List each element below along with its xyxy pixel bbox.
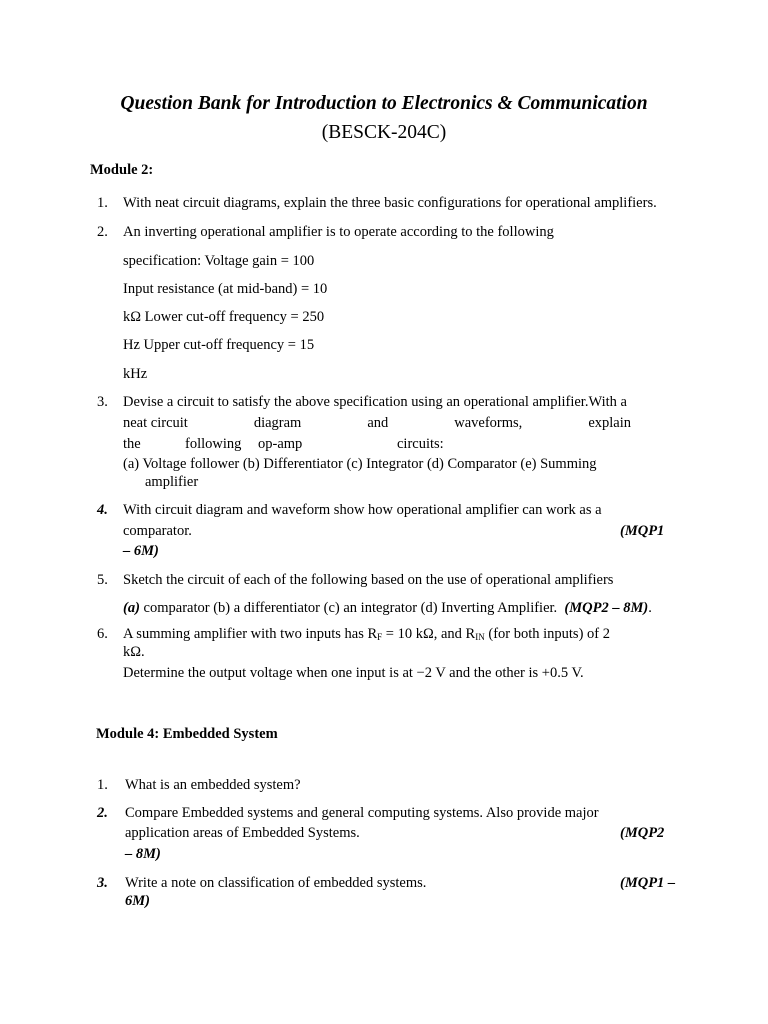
- word: explain: [588, 415, 631, 431]
- question-number: 2.: [97, 224, 108, 240]
- word: the: [123, 436, 141, 452]
- question-text-line: amplifier: [145, 474, 199, 490]
- word: and: [367, 415, 389, 431]
- word: neat circuit: [123, 415, 188, 431]
- question-text: What is an embedded system?: [125, 777, 301, 793]
- text-run: comparator (b) a differentiator (c) an integrator (d) Inverting Amplifier.: [139, 600, 558, 616]
- question-text-line: Hz Upper cut-off frequency = 15: [123, 337, 315, 353]
- question-text-line: Write a note on classification of embedded systems.: [125, 875, 427, 891]
- question-text-line: Compare Embedded systems and general computing systems. Also provide major: [125, 805, 599, 821]
- question-text-line: Input resistance (at mid-band) = 10: [123, 281, 328, 297]
- marks-tag: (MQP1 –: [620, 875, 676, 891]
- word: op-amp: [258, 436, 303, 452]
- question-text-line: With circuit diagram and waveform show how operational amplifier can work as a: [123, 502, 602, 518]
- module-2-heading: Module 2:: [90, 162, 154, 178]
- question-text-line: (a) Voltage follower (b) Differentiator (c) Integrator (d) Comparator (e) Summing: [123, 456, 597, 472]
- question-text-line: An inverting operational amplifier is to operate according to the following: [123, 224, 554, 240]
- marks-tag: (MQP2: [620, 825, 665, 841]
- question-number: 3.: [97, 394, 108, 410]
- question-text-line: Devise a circuit to satisfy the above specification using an operational amplifier.With a: [123, 394, 627, 410]
- question-text-line: kΩ.: [123, 644, 145, 660]
- text-run: A summing amplifier with two inputs has R: [123, 626, 378, 642]
- question-text-line: Determine the output voltage when one input is at −2 V and the other is +0.5 V.: [123, 665, 584, 681]
- marks-tag: – 8M): [125, 846, 161, 862]
- marks-tag: (MQP1: [620, 523, 665, 539]
- text-run: (for both inputs) of 2: [484, 626, 610, 642]
- question-text: With neat circuit diagrams, explain the three basic configurations for operational amplifiers.: [123, 195, 657, 211]
- marks-tag: – 6M): [123, 543, 159, 559]
- question-text-line: kΩ Lower cut-off frequency = 250: [123, 309, 325, 325]
- subscript: F: [377, 632, 383, 642]
- question-number: 4.: [97, 502, 108, 518]
- question-number: 5.: [97, 572, 108, 588]
- question-number: 2.: [97, 805, 108, 821]
- subscript: IN: [475, 632, 485, 642]
- question-text-line: comparator.: [123, 523, 192, 539]
- word: following: [185, 436, 242, 452]
- question-number: 6.: [97, 626, 108, 642]
- part-label: (a): [123, 600, 140, 616]
- word: circuits:: [397, 436, 444, 452]
- question-number: 3.: [97, 875, 108, 891]
- document-title: Question Bank for Introduction to Electronics & Communication: [120, 93, 648, 114]
- text-run: [123, 626, 610, 643]
- word: waveforms,: [454, 415, 523, 431]
- question-text-line: application areas of Embedded Systems.: [125, 825, 360, 841]
- question-text-line: Sketch the circuit of each of the following based on the use of operational amplifiers: [123, 572, 614, 588]
- question-number: 1.: [97, 195, 108, 211]
- text-run: .: [648, 600, 652, 616]
- text-run: = 10 kΩ, and R: [382, 626, 476, 642]
- question-number: 1.: [97, 777, 108, 793]
- marks-tag: 6M): [125, 893, 150, 909]
- marks-tag: (MQP2 – 8M): [564, 600, 649, 616]
- question-text-line: specification: Voltage gain = 100: [123, 253, 315, 269]
- question-text-line: kHz: [123, 366, 148, 382]
- module-4-heading: Module 4: Embedded System: [96, 726, 278, 742]
- word: diagram: [253, 415, 302, 431]
- justified-line: [123, 415, 631, 432]
- question-text-line: [123, 600, 652, 617]
- question-text-line: [123, 626, 677, 643]
- course-code: (BESCK-204C): [321, 122, 447, 143]
